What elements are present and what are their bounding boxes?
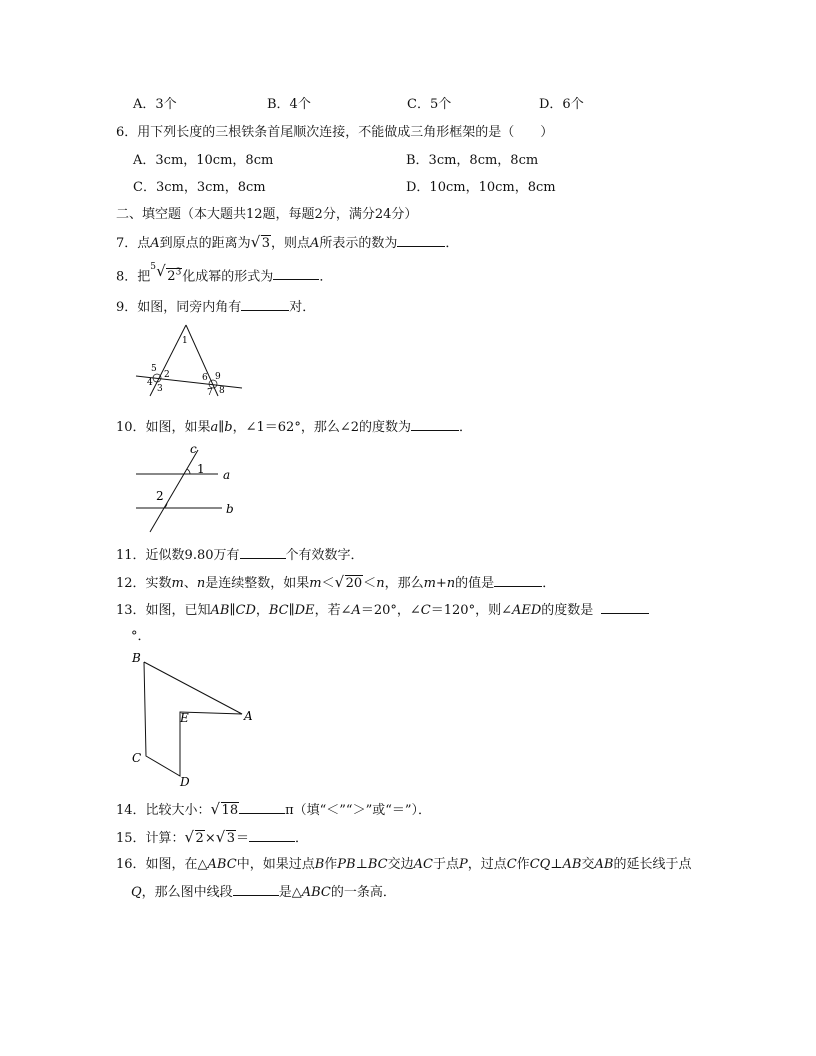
q5-option-a: A．3个 (133, 97, 177, 112)
question-7: 7．点A到原点的距离为 √ 3，则点A所表示的数为 ． (116, 233, 459, 251)
fig9-label: 5 (151, 364, 157, 374)
q6-option-d: D．10cm，10cm，8cm (406, 180, 556, 195)
section-heading: 二、填空题（本大题共12题，每题2分，满分24分） (116, 207, 418, 222)
fig9-label: 1 (182, 336, 188, 346)
fig9-label: 8 (219, 386, 225, 396)
question-13-cont: °． (131, 629, 151, 644)
fig10-label-2: 2 (156, 489, 164, 503)
question-10: 10．如图，如果a∥b，∠1＝62°，那么∠2的度数为 ． (116, 420, 473, 435)
question-16-line2: Q，那么图中线段 是△ABC的一条高． (131, 885, 396, 900)
fig9-label: 2 (164, 370, 170, 380)
question-11: 11．近似数9.80万有 个有效数字． (116, 548, 364, 563)
q6-option-a: A．3cm，10cm，8cm (133, 153, 274, 168)
figure-q10 (130, 440, 250, 536)
answer-blank-16[interactable] (233, 883, 279, 896)
answer-blank-14[interactable] (239, 801, 285, 814)
fig13-label-E: E (180, 711, 189, 725)
fig13-label-A: A (244, 709, 253, 723)
answer-blank-9[interactable] (241, 298, 289, 311)
fig10-label-1: 1 (197, 462, 205, 476)
fig10-label-b: b (226, 502, 234, 516)
q6-option-b: B．3cm，8cm，8cm (406, 153, 539, 168)
fig9-label: 4 (147, 378, 153, 388)
fig13-label-B: B (132, 651, 141, 665)
answer-blank-11[interactable] (240, 546, 286, 559)
fig9-label: 7 (207, 388, 213, 398)
question-16-line1: 16．如图，在△ABC中，如果过点B作PB⊥BC交边AC于点P，过点C作CQ⊥AB交AB的延长线于点 (116, 857, 692, 872)
fig10-label-c: c (190, 442, 197, 456)
answer-blank-13[interactable] (601, 601, 649, 614)
question-15: 15．计算： √ 2× √ 3＝ ． (116, 828, 309, 846)
fig9-label: 9 (215, 372, 221, 382)
sqrt-3: √ 3 (250, 233, 270, 251)
q5-option-d: D．6个 (539, 97, 584, 112)
sqrt-18: √ 18 (210, 800, 239, 818)
fig10-label-a: a (223, 468, 231, 482)
figure-q9 (130, 322, 250, 400)
answer-blank-12[interactable] (494, 574, 542, 587)
radical-5-root: 5 √ $2^3$ (150, 262, 182, 285)
q5-option-b: B．4个 (267, 97, 311, 112)
answer-blank-7[interactable] (397, 234, 445, 247)
q6-option-c: C．3cm，3cm，8cm (133, 180, 266, 195)
sqrt-2: √ 2 (184, 828, 204, 846)
fig13-label-D: D (180, 775, 190, 789)
sqrt-20: √ 20 (334, 573, 363, 591)
sqrt-3: √ 3 (215, 828, 236, 846)
question-12: 12．实数m、n是连续整数，如果m＜ √ 20＜n，那么m+n的值是 ． (116, 573, 556, 591)
fig9-label: 6 (202, 373, 208, 383)
answer-blank-10[interactable] (411, 418, 459, 431)
q6-stem: 6．用下列长度的三根铁条首尾顺次连接，不能做成三角形框架的是（ ） (116, 125, 554, 140)
fig9-label: 3 (157, 384, 163, 394)
question-8: 8．把 5 √ $2^3$化成幂的形式为 ． (116, 262, 333, 285)
answer-blank-8[interactable] (273, 267, 319, 280)
q5-option-c: C．5个 (407, 97, 452, 112)
question-14: 14．比较大小： √ 18 π（填“＜”“＞”或“＝”）． (116, 800, 432, 818)
fig13-label-C: C (132, 751, 142, 765)
question-9: 9．如图，同旁内角有 对． (116, 300, 316, 315)
question-13: 13．如图，已知AB∥CD，BC∥DE，若∠A＝20°，∠C＝120°，则∠AED的度数是 (116, 601, 649, 620)
answer-blank-15[interactable] (249, 829, 295, 842)
figure-q13 (128, 650, 264, 792)
